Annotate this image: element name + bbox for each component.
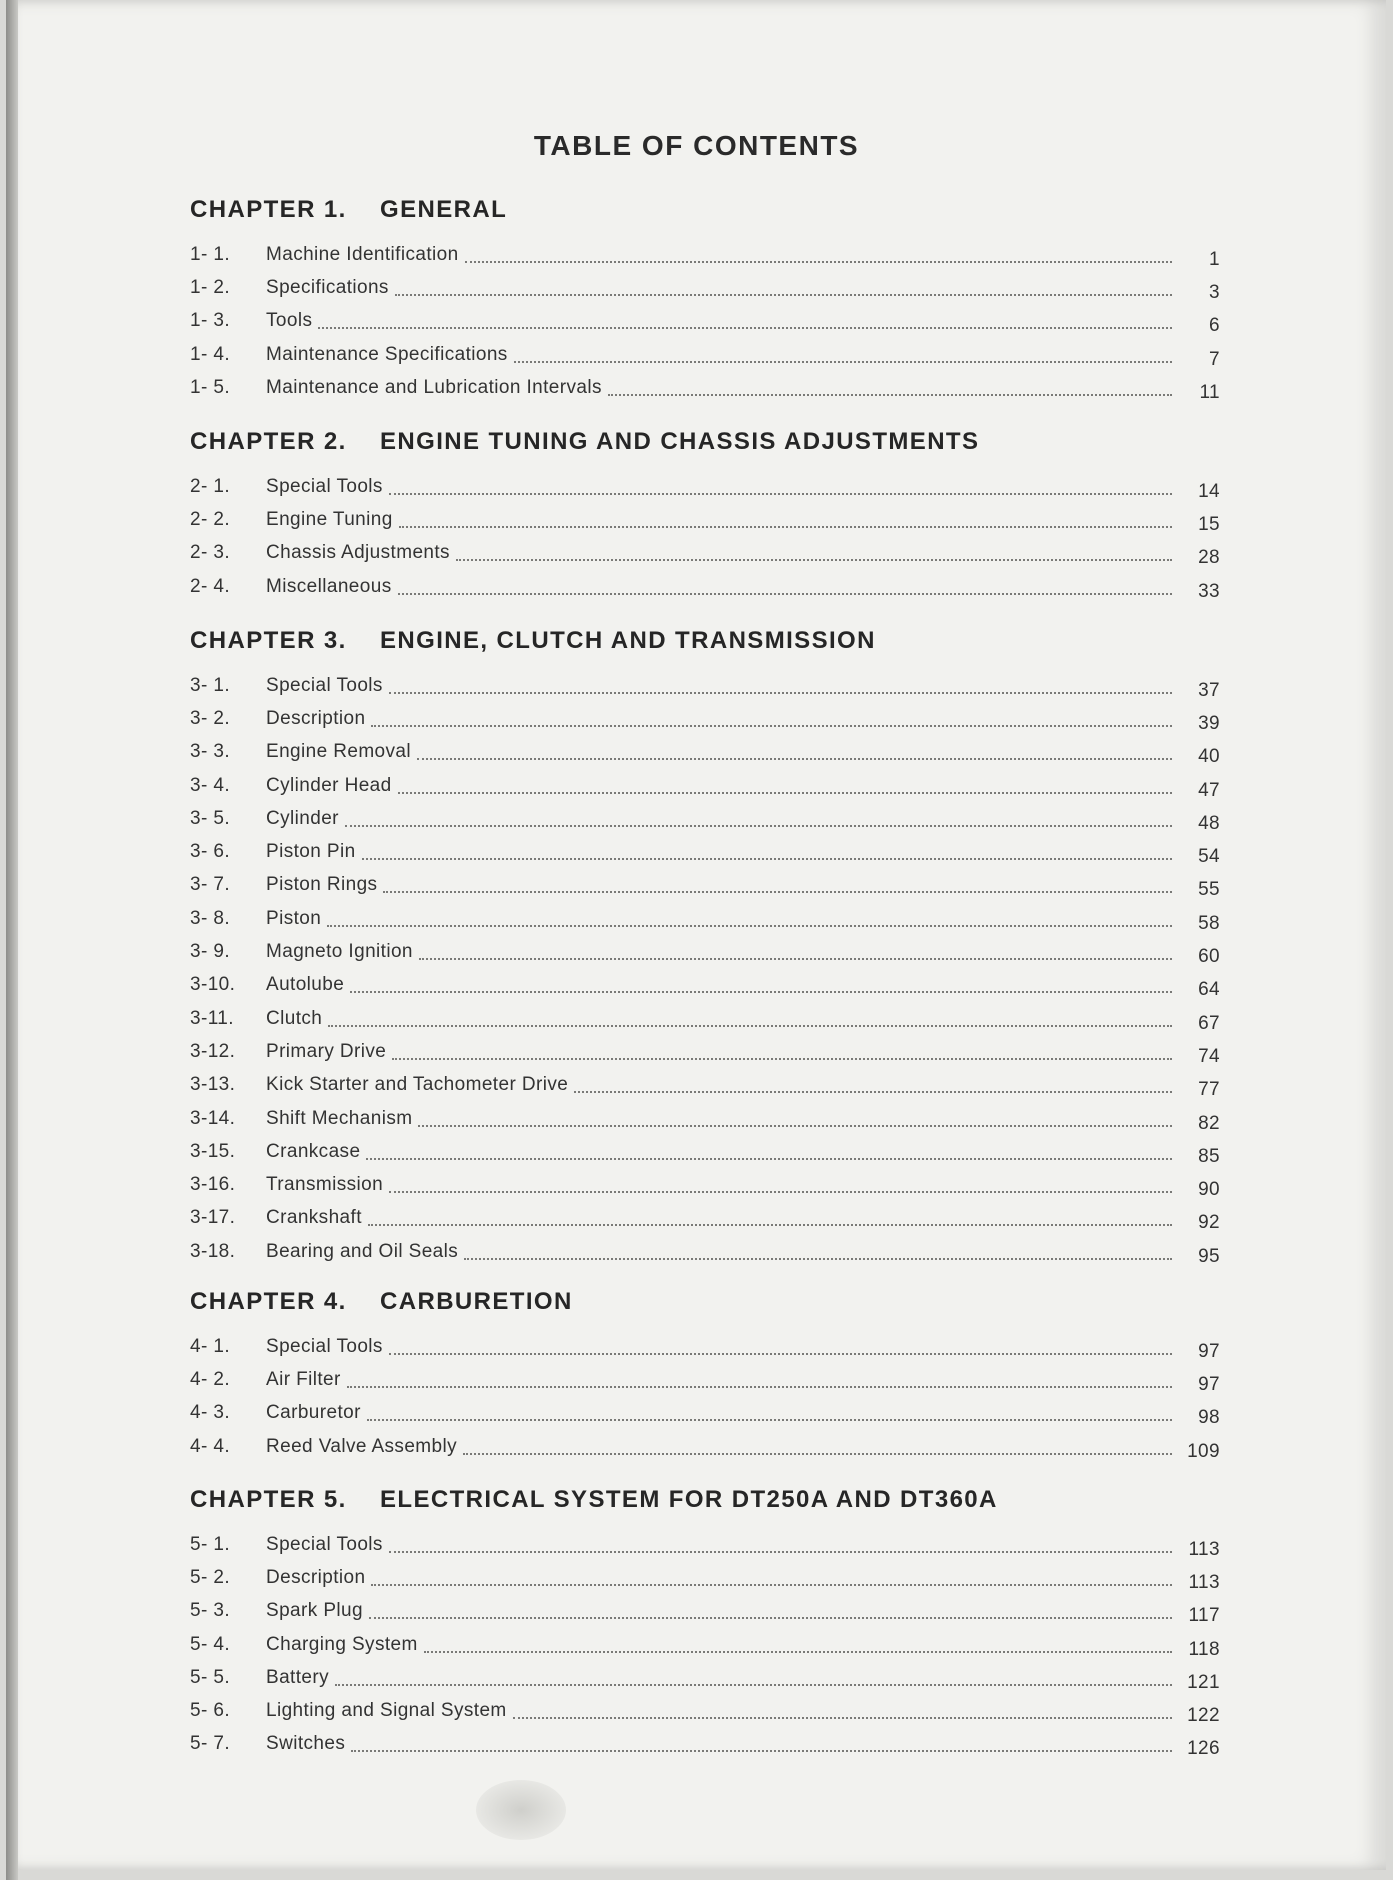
section-number: 3-11. (190, 1007, 234, 1029)
chapter-number: CHAPTER 5. (190, 1486, 347, 1513)
chapter-name: CARBURETION (380, 1288, 573, 1315)
page-number: 109 (1187, 1440, 1220, 1462)
dot-leader (389, 1551, 1172, 1553)
page-number: 64 (1198, 979, 1220, 1001)
toc-entry (190, 835, 1220, 868)
section-title: Switches (266, 1733, 346, 1755)
dot-leader (328, 1025, 1172, 1027)
dot-leader (369, 1617, 1172, 1619)
page-number: 77 (1198, 1079, 1220, 1101)
toc-entry (190, 1397, 1220, 1430)
dot-leader (395, 294, 1172, 296)
section-number: 3-10. (190, 974, 236, 996)
dot-leader (514, 361, 1172, 363)
section-title: Lighting and Signal System (266, 1700, 507, 1722)
toc-entry (190, 736, 1220, 769)
page-binding-edge (6, 0, 18, 1880)
toc-entry (190, 271, 1220, 304)
section-number: 3-17. (190, 1207, 236, 1229)
toc-entry (190, 470, 1220, 503)
dot-leader (362, 858, 1172, 860)
dot-leader (383, 891, 1172, 893)
toc-entry (190, 1202, 1220, 1235)
section-title: Engine Removal (266, 741, 412, 763)
dot-leader (424, 1651, 1172, 1653)
page-number: 33 (1198, 580, 1220, 602)
section-title: Kick Starter and Tachometer Drive (266, 1074, 569, 1096)
page-number: 113 (1188, 1571, 1220, 1593)
dot-leader (465, 261, 1172, 263)
dot-leader (513, 1717, 1172, 1719)
section-title: Spark Plug (266, 1600, 363, 1622)
section-number: 5- 1. (190, 1533, 231, 1555)
dot-leader (318, 327, 1172, 329)
toc-entry (190, 238, 1220, 271)
page-smudge (476, 1780, 566, 1840)
section-number: 2- 4. (190, 575, 231, 597)
section-number: 5- 6. (190, 1700, 231, 1722)
page-title: TABLE OF CONTENTS (533, 130, 860, 161)
page-number: 37 (1198, 679, 1220, 701)
section-title: Carburetor (266, 1402, 361, 1424)
toc-entry (190, 1694, 1220, 1727)
page-number: 55 (1198, 879, 1220, 901)
page-number: 54 (1198, 846, 1220, 868)
page-number: 113 (1188, 1538, 1220, 1560)
section-title: Special Tools (266, 475, 383, 497)
dot-leader (398, 593, 1172, 595)
section-number: 3- 6. (190, 841, 231, 863)
section-number: 4- 1. (190, 1335, 231, 1357)
section-number: 2- 1. (190, 475, 231, 497)
section-title: Description (266, 1566, 366, 1588)
dot-leader (398, 792, 1172, 794)
chapter-section (190, 1288, 1220, 1463)
toc-entry (190, 1528, 1220, 1561)
chapter-section (190, 428, 1220, 603)
section-title: Transmission (266, 1174, 384, 1196)
toc-entry (190, 1235, 1220, 1268)
dot-leader (327, 925, 1172, 927)
section-number: 5- 4. (190, 1633, 231, 1655)
toc-entry (190, 802, 1220, 835)
section-number: 3- 1. (190, 674, 231, 696)
page-number: 95 (1198, 1245, 1220, 1267)
dot-leader (368, 1224, 1172, 1226)
toc-entry (190, 969, 1220, 1002)
page-number: 28 (1198, 547, 1220, 569)
dot-leader (399, 526, 1172, 528)
dot-leader (371, 1584, 1172, 1586)
page-number: 3 (1209, 281, 1220, 303)
page-number: 67 (1198, 1012, 1220, 1034)
toc-entry (190, 305, 1220, 338)
section-title: Magneto Ignition (266, 941, 413, 963)
section-number: 3- 5. (190, 807, 231, 829)
toc-entry (190, 1168, 1220, 1201)
page-number: 47 (1198, 779, 1220, 801)
section-title: Description (266, 707, 366, 729)
page-number: 82 (1198, 1112, 1220, 1134)
page-number: 97 (1198, 1373, 1220, 1395)
page-number: 48 (1198, 812, 1220, 834)
section-number: 3- 4. (190, 774, 231, 796)
section-title: Battery (266, 1666, 329, 1688)
section-title: Piston Pin (266, 841, 356, 863)
page-number: 121 (1187, 1671, 1220, 1693)
section-title: Cylinder (266, 807, 339, 829)
section-title: Special Tools (266, 1533, 383, 1555)
dot-leader (419, 958, 1172, 960)
toc-entry (190, 1069, 1220, 1102)
section-number: 3-18. (190, 1240, 236, 1262)
section-number: 5- 2. (190, 1566, 231, 1588)
toc-entry (190, 1561, 1220, 1594)
dot-leader (389, 1353, 1172, 1355)
toc-entry (190, 902, 1220, 935)
section-title: Air Filter (266, 1368, 341, 1390)
toc-entry (190, 1628, 1220, 1661)
page-number: 118 (1188, 1638, 1220, 1660)
toc-entry (190, 869, 1220, 902)
section-title: Piston Rings (266, 874, 378, 896)
page-number: 92 (1198, 1212, 1220, 1234)
chapter-name: ENGINE TUNING AND CHASSIS ADJUSTMENTS (380, 428, 980, 455)
section-number: 3- 9. (190, 941, 231, 963)
toc-entry (190, 1595, 1220, 1628)
chapter-heading (190, 627, 1220, 669)
section-title: Autolube (266, 974, 345, 996)
toc-entry (190, 769, 1220, 802)
chapter-heading (190, 428, 1220, 470)
chapter-name: ELECTRICAL SYSTEM FOR DT250A AND DT360A (380, 1486, 998, 1513)
section-number: 2- 3. (190, 542, 231, 564)
toc-entry (190, 570, 1220, 603)
section-number: 2- 2. (190, 508, 231, 530)
section-number: 1- 1. (190, 243, 231, 265)
chapter-section (190, 196, 1220, 404)
section-title: Special Tools (266, 1335, 383, 1357)
section-title: Miscellaneous (266, 575, 392, 597)
page-number: 117 (1188, 1605, 1220, 1627)
toc-entry (190, 371, 1220, 404)
toc-entry (190, 1035, 1220, 1068)
dot-leader (371, 725, 1172, 727)
chapter-section (190, 627, 1220, 1268)
section-title: Shift Mechanism (266, 1107, 413, 1129)
section-title: Crankshaft (266, 1207, 362, 1229)
section-number: 3-14. (190, 1107, 236, 1129)
chapter-number: CHAPTER 3. (190, 627, 347, 654)
page-number: 122 (1187, 1705, 1220, 1727)
section-title: Maintenance and Lubrication Intervals (266, 376, 602, 398)
section-title: Special Tools (266, 674, 383, 696)
chapter-name: ENGINE, CLUTCH AND TRANSMISSION (380, 627, 876, 654)
section-number: 5- 7. (190, 1733, 231, 1755)
dot-leader (351, 1750, 1172, 1752)
section-number: 1- 4. (190, 343, 231, 365)
section-number: 1- 5. (190, 376, 231, 398)
page-number: 98 (1198, 1407, 1220, 1429)
dot-leader (574, 1091, 1172, 1093)
section-number: 3-12. (190, 1040, 236, 1062)
toc-entry (190, 1661, 1220, 1694)
section-number: 3- 8. (190, 907, 231, 929)
dot-leader (464, 1258, 1172, 1260)
page-number: 6 (1209, 315, 1220, 337)
chapter-heading (190, 1486, 1220, 1528)
chapter-section (190, 1486, 1220, 1761)
toc-entry (190, 1102, 1220, 1135)
section-title: Primary Drive (266, 1040, 387, 1062)
page-number: 58 (1198, 912, 1220, 934)
page-number: 85 (1198, 1145, 1220, 1167)
dot-leader (345, 825, 1172, 827)
toc-entry (190, 1330, 1220, 1363)
page-number: 97 (1198, 1340, 1220, 1362)
section-number: 3-16. (190, 1174, 236, 1196)
section-title: Chassis Adjustments (266, 542, 450, 564)
chapter-name: GENERAL (380, 196, 508, 223)
section-title: Clutch (266, 1007, 323, 1029)
section-title: Piston (266, 907, 322, 929)
section-number: 3-15. (190, 1140, 236, 1162)
chapter-number: CHAPTER 1. (190, 196, 347, 223)
page-number: 39 (1198, 712, 1220, 734)
page-number: 60 (1198, 946, 1220, 968)
section-number: 4- 3. (190, 1402, 231, 1424)
chapter-number: CHAPTER 4. (190, 1288, 347, 1315)
dot-leader (456, 559, 1172, 561)
dot-leader (367, 1419, 1172, 1421)
page-number: 40 (1198, 746, 1220, 768)
section-number: 4- 2. (190, 1368, 231, 1390)
toc-entry (190, 1430, 1220, 1463)
toc-entry (190, 669, 1220, 702)
toc-entry (190, 338, 1220, 371)
section-number: 3-13. (190, 1074, 236, 1096)
dot-leader (389, 1191, 1172, 1193)
page-number: 14 (1198, 480, 1220, 502)
page-number: 126 (1187, 1738, 1220, 1760)
page-number: 1 (1209, 248, 1220, 270)
section-number: 3- 3. (190, 741, 231, 763)
section-number: 3- 2. (190, 707, 231, 729)
dot-leader (389, 692, 1172, 694)
toc-entry (190, 1728, 1220, 1761)
toc-entry (190, 935, 1220, 968)
dot-leader (392, 1058, 1172, 1060)
dot-leader (335, 1684, 1172, 1686)
dot-leader (418, 1125, 1172, 1127)
section-title: Reed Valve Assembly (266, 1435, 458, 1457)
section-title: Maintenance Specifications (266, 343, 508, 365)
section-number: 5- 5. (190, 1666, 231, 1688)
section-title: Specifications (266, 276, 389, 298)
toc-entry (190, 537, 1220, 570)
section-number: 5- 3. (190, 1600, 231, 1622)
section-title: Crankcase (266, 1140, 361, 1162)
chapter-number: CHAPTER 2. (190, 428, 347, 455)
page-number: 74 (1198, 1045, 1220, 1067)
section-title: Bearing and Oil Seals (266, 1240, 459, 1262)
toc-entry (190, 1002, 1220, 1035)
section-number: 4- 4. (190, 1435, 231, 1457)
section-title: Tools (266, 310, 313, 332)
chapter-heading (190, 196, 1220, 238)
toc-entry (190, 1135, 1220, 1168)
section-title: Charging System (266, 1633, 418, 1655)
dot-leader (347, 1386, 1172, 1388)
chapter-heading (190, 1288, 1220, 1330)
page-number: 11 (1199, 381, 1220, 403)
section-title: Cylinder Head (266, 774, 392, 796)
toc-entry (190, 1363, 1220, 1396)
dot-leader (608, 394, 1172, 396)
dot-leader (389, 493, 1172, 495)
dot-leader (350, 991, 1172, 993)
section-number: 1- 3. (190, 310, 231, 332)
page-number: 90 (1198, 1179, 1220, 1201)
section-number: 1- 2. (190, 276, 231, 298)
section-title: Machine Identification (266, 243, 459, 265)
dot-leader (366, 1158, 1172, 1160)
section-title: Engine Tuning (266, 508, 393, 530)
dot-leader (417, 758, 1172, 760)
toc-entry (190, 702, 1220, 735)
page-number: 15 (1198, 513, 1220, 535)
page-number: 7 (1209, 348, 1220, 370)
toc-entry (190, 503, 1220, 536)
section-number: 3- 7. (190, 874, 231, 896)
dot-leader (463, 1453, 1172, 1455)
